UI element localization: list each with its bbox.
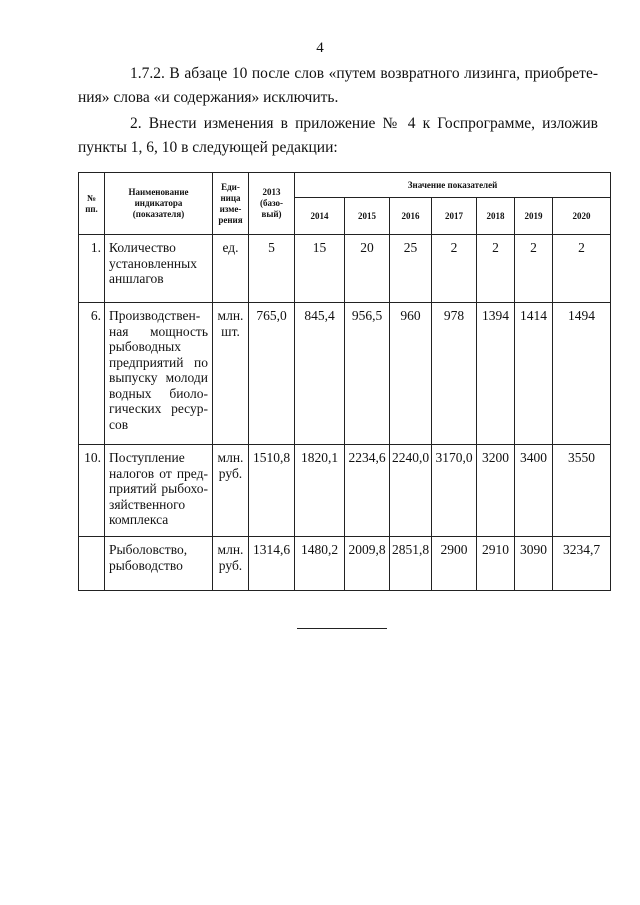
value-cell: 3090 [515, 537, 553, 591]
header-name-line: Наименование [128, 187, 189, 197]
indicators-table [78, 172, 611, 591]
unit-line: ед. [222, 240, 239, 255]
header-year: 2017 [432, 198, 477, 235]
row-number: 1. [79, 235, 105, 303]
header-year: 2019 [515, 198, 553, 235]
header-number [79, 173, 105, 235]
table-row [79, 235, 611, 303]
indicator-name-line: сов [109, 416, 129, 432]
value-cell: 2009,8 [345, 537, 390, 591]
unit [213, 235, 249, 303]
value-cell: 3170,0 [432, 445, 477, 537]
indicator-name-line: Количество [109, 240, 176, 255]
unit-line: руб. [218, 557, 243, 573]
value-cell: 3200 [477, 445, 515, 537]
value-cell: 3234,7 [553, 537, 611, 591]
value-cell: 1480,2 [295, 537, 345, 591]
unit [213, 445, 249, 537]
indicator-name-line: аншлагов [109, 271, 164, 286]
header-values-group: Значение показателей [295, 173, 611, 198]
value-cell: 2910 [477, 537, 515, 591]
signature-line [297, 628, 387, 629]
indicator-name-line: рыбоводство [109, 557, 183, 573]
value-cell: 1820,1 [295, 445, 345, 537]
header-base-line: 2013 [262, 187, 281, 197]
value-cell: 3400 [515, 445, 553, 537]
indicator-name-line: Поступление [109, 450, 185, 465]
base-value: 5 [249, 235, 295, 303]
header-year: 2014 [295, 198, 345, 235]
header-name-line: индикатора [134, 198, 183, 208]
header-unit-line: изме- [219, 203, 242, 214]
base-value: 765,0 [249, 303, 295, 445]
header-unit-line: Еди- [221, 181, 240, 192]
header-year: 2020 [553, 198, 611, 235]
indicator-name [105, 235, 213, 303]
paragraph-1 [78, 62, 598, 110]
row-number: 6. [79, 303, 105, 445]
unit-line: млн. [217, 308, 244, 323]
value-cell: 845,4 [295, 303, 345, 445]
unit-line: руб. [218, 465, 243, 481]
header-base-line: вый) [261, 209, 282, 219]
header-year: 2016 [390, 198, 432, 235]
row-number: 10. [79, 445, 105, 537]
value-cell: 1394 [477, 303, 515, 445]
header-unit-line: ница [220, 192, 241, 203]
value-cell: 956,5 [345, 303, 390, 445]
value-cell: 2 [477, 235, 515, 303]
unit [213, 537, 249, 591]
paragraph-1-line-2: ния» слова «и содержания» исключить. [78, 89, 339, 106]
indicator-name-line: рыбоводных [109, 339, 181, 354]
value-cell: 2851,8 [390, 537, 432, 591]
unit-line: млн. [217, 542, 244, 557]
paragraph-2-line-1: 2. Внести изменения в приложение № 4 к Госпрограмме, изложив [130, 115, 598, 132]
table-row [79, 537, 611, 591]
indicator-name-line: приятий рыбохо- [109, 481, 208, 496]
header-base-year [249, 173, 295, 235]
value-cell: 2900 [432, 537, 477, 591]
indicator-name-line: налогов от пред- [109, 465, 208, 481]
indicator-name-line: зяйственного [109, 496, 186, 512]
header-base-line: (базо- [259, 198, 284, 208]
value-cell: 1414 [515, 303, 553, 445]
indicator-name-line: комплекса [109, 512, 169, 527]
page-number: 4 [316, 40, 324, 56]
header-year: 2015 [345, 198, 390, 235]
paragraph-2-line-2: пункты 1, 6, 10 в следующей редакции: [78, 139, 338, 156]
table-row [79, 303, 611, 445]
base-value: 1510,8 [249, 445, 295, 537]
indicator-name-line: гических ресур- [109, 401, 208, 416]
value-cell: 2 [432, 235, 477, 303]
header-name-line: (показателя) [132, 209, 185, 219]
indicator-name-line: предприятий по [109, 354, 208, 370]
value-cell: 960 [390, 303, 432, 445]
unit [213, 303, 249, 445]
base-value: 1314,6 [249, 537, 295, 591]
value-cell: 2234,6 [345, 445, 390, 537]
value-cell: 3550 [553, 445, 611, 537]
value-cell: 2 [515, 235, 553, 303]
indicator-name-line: выпуску молоди [109, 370, 208, 385]
header-number-line: пп. [85, 203, 98, 214]
indicator-name-line: Рыболовство, [109, 542, 188, 557]
value-cell: 2 [553, 235, 611, 303]
value-cell: 15 [295, 235, 345, 303]
header-unit-line: рения [218, 214, 243, 225]
indicator-name [105, 445, 213, 537]
value-cell: 1494 [553, 303, 611, 445]
header-year: 2018 [477, 198, 515, 235]
value-cell: 2240,0 [390, 445, 432, 537]
table-row [79, 445, 611, 537]
value-cell: 20 [345, 235, 390, 303]
indicator-name-line: Производствен- [109, 308, 201, 323]
unit-line: шт. [221, 323, 240, 339]
paragraph-1-line-1: 1.7.2. В абзаце 10 после слов «путем возвратного лизинга, приобрете- [130, 65, 598, 82]
header-unit [213, 173, 249, 235]
indicator-name [105, 303, 213, 445]
indicator-name-line: ная мощность [109, 323, 208, 339]
indicator-name-line: водных биоло- [109, 385, 208, 401]
value-cell: 978 [432, 303, 477, 445]
indicator-name [105, 537, 213, 591]
value-cell: 25 [390, 235, 432, 303]
paragraph-2 [78, 112, 598, 160]
row-number [79, 537, 105, 591]
indicator-name-line: установленных [109, 255, 197, 271]
unit-line: млн. [217, 450, 244, 465]
header-number-line: № [86, 192, 97, 203]
header-indicator-name [105, 173, 213, 235]
